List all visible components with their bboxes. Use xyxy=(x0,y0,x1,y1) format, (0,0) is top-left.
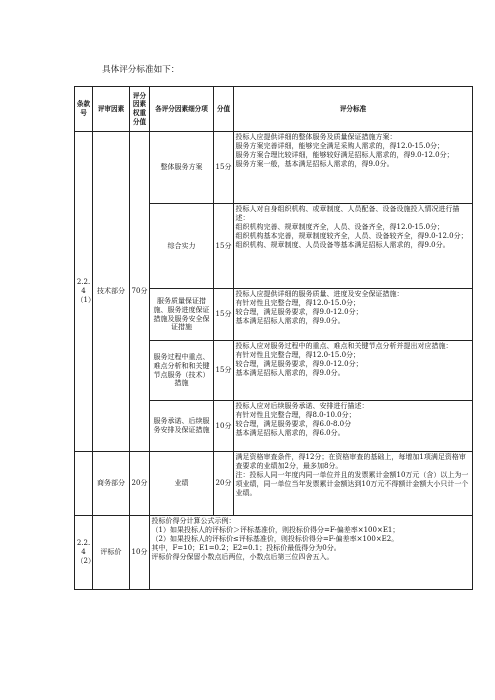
intro-text: 具体评分标准如下： xyxy=(102,65,180,75)
standard-cell xyxy=(234,452,473,516)
score-cell: 20分 xyxy=(214,452,234,516)
standard-line: 组织机构完善、规章制度齐全，人员、设备齐全，得12.0-15.0分； xyxy=(235,222,445,231)
header-detail: 各评分因素细分项 xyxy=(150,87,214,132)
detail-cell: 服务承诺、后续服务安排及保证措施 xyxy=(150,401,214,452)
detail-cell: 服务过程中重点、难点分析和和关键节点服务（技术）措施 xyxy=(150,341,214,401)
standard-line: 投标人对自身组织机构、或章制度、人员配备、设备设施投入情况进行描述： xyxy=(235,205,460,222)
header-clause: 条款号 xyxy=(75,87,93,132)
detail-cell: 整体服务方案 xyxy=(150,132,214,204)
standard-line: 投标价得分计算公式示例： xyxy=(151,517,236,525)
header-factor: 评审因素 xyxy=(93,87,130,132)
standard-line: 有针对性且完整合理，得12.0-15.0分； xyxy=(235,350,361,359)
table-row xyxy=(75,452,473,516)
standard-line: 有针对性且完整合理，得12.0-15.0分； xyxy=(235,298,361,307)
clause-cell: 2.2.4（1） xyxy=(75,132,93,452)
standard-line: 投标人应对后续服务承诺、安排进行描述： xyxy=(235,402,369,410)
standard-cell xyxy=(234,401,473,452)
factor-cell: 技术部分 xyxy=(93,132,130,452)
standard-line: 评标价得分保留小数点后两位，小数点后第三位四舍五入。 xyxy=(151,552,334,561)
clause-cell: 2.2.4（2） xyxy=(75,516,93,590)
score-cell: 15分 xyxy=(214,289,234,341)
standard-line: 基本满足招标人需求的，得6.0分。 xyxy=(235,428,345,437)
standard-line: 较合理，满足服务要求，得9.0-12.0分； xyxy=(235,307,363,316)
scoring-table xyxy=(74,86,473,590)
score-cell: 15分 xyxy=(214,341,234,401)
clause-cell xyxy=(75,452,93,516)
detail-cell: 业绩 xyxy=(150,452,214,516)
standard-cell xyxy=(234,132,473,204)
standard-line: 其中，F=10；E1=0.2；E2=0.1；投标价最低得分为0分。 xyxy=(151,543,341,552)
score-cell: 15分 xyxy=(214,204,234,289)
header-score: 分值 xyxy=(214,87,234,132)
standard-cell xyxy=(150,516,473,590)
standard-cell xyxy=(234,341,473,401)
weight-cell: 10分 xyxy=(130,516,150,590)
weight-cell: 20分 xyxy=(130,452,150,516)
factor-cell: 商务部分 xyxy=(93,452,130,516)
standard-line: 较合理，满足服务要求，得9.0-12.0分； xyxy=(235,359,363,368)
score-cell: 10分 xyxy=(214,401,234,452)
standard-line: 服务方案合理比较详细，能够较好满足招标人需求的，得9.0-12.0分； xyxy=(235,150,454,159)
standard-line: 较合理，满足服务要求，得6.0-8.0分 xyxy=(235,419,352,428)
standard-line: 基本满足招标人需求的，得9.0分。 xyxy=(235,316,345,325)
standard-cell xyxy=(234,289,473,341)
standard-line: 投标人应对服务过程中的重点、难点和关键节点分析并提出对应措施： xyxy=(235,342,453,350)
detail-cell: 服务质量保证措施、服务进度保证措施及服务安全保证措施 xyxy=(150,289,214,341)
standard-line: 注：投标人同一年度内同一单位并且的发票累计金额10万元（含）以上为一项业绩，同一单位当年发票累计金额达到10万元不得额计金额大小只计一个业绩。 xyxy=(235,470,469,497)
standard-line: 投标人应提供详细的服务质量、进度及安全保证措施： xyxy=(235,290,404,298)
header-weight: 评分因素权重分值 xyxy=(130,87,150,132)
table-row xyxy=(75,132,473,204)
standard-line: 投标人应提供详细的整体服务及质量保证措施方案： xyxy=(235,133,397,141)
factor-cell: 评标价 xyxy=(93,516,130,590)
standard-line: 服务方案一般，基本满足招标人需求的，得9.0分。 xyxy=(235,159,394,168)
score-cell: 15分 xyxy=(214,132,234,204)
standard-line: 组织机构基本完善，规章制度较齐全，人员、设备较齐全，得9.0-12.0分； xyxy=(235,231,468,240)
standard-line: （1）如果投标人的评标价＞评标基准价，则投标价得分=F-偏差率×100×E1； xyxy=(151,525,400,534)
standard-line: （2）如果投标人的评标价≤评标基准价，则投标价得分=F-偏差率×100×E2。 xyxy=(151,534,399,543)
standard-line: 有针对性且完整合理，得8.0-10.0分； xyxy=(235,410,356,419)
standard-line: 基本满足招标人需求的，得9.0分。 xyxy=(235,368,345,377)
table-row xyxy=(75,516,473,590)
header-standard: 评分标准 xyxy=(234,87,473,132)
standard-line: 满足资格审查条件，得12分；在资格审查的基础上，每增加1项满足资格审查要求的业绩加2分，最多加8分。 xyxy=(235,453,466,470)
detail-cell: 综合实力 xyxy=(150,204,214,289)
standard-line: 服务方案完善详细，能够完全满足采购人需求的，得12.0-15.0分； xyxy=(235,141,445,150)
standard-line: 组织机构、规章制度、人员设备等基本满足招标人需求的，得9.0分。 xyxy=(235,240,450,249)
standard-cell xyxy=(234,204,473,289)
table-header-row xyxy=(75,87,473,132)
weight-cell: 70分 xyxy=(130,132,150,452)
